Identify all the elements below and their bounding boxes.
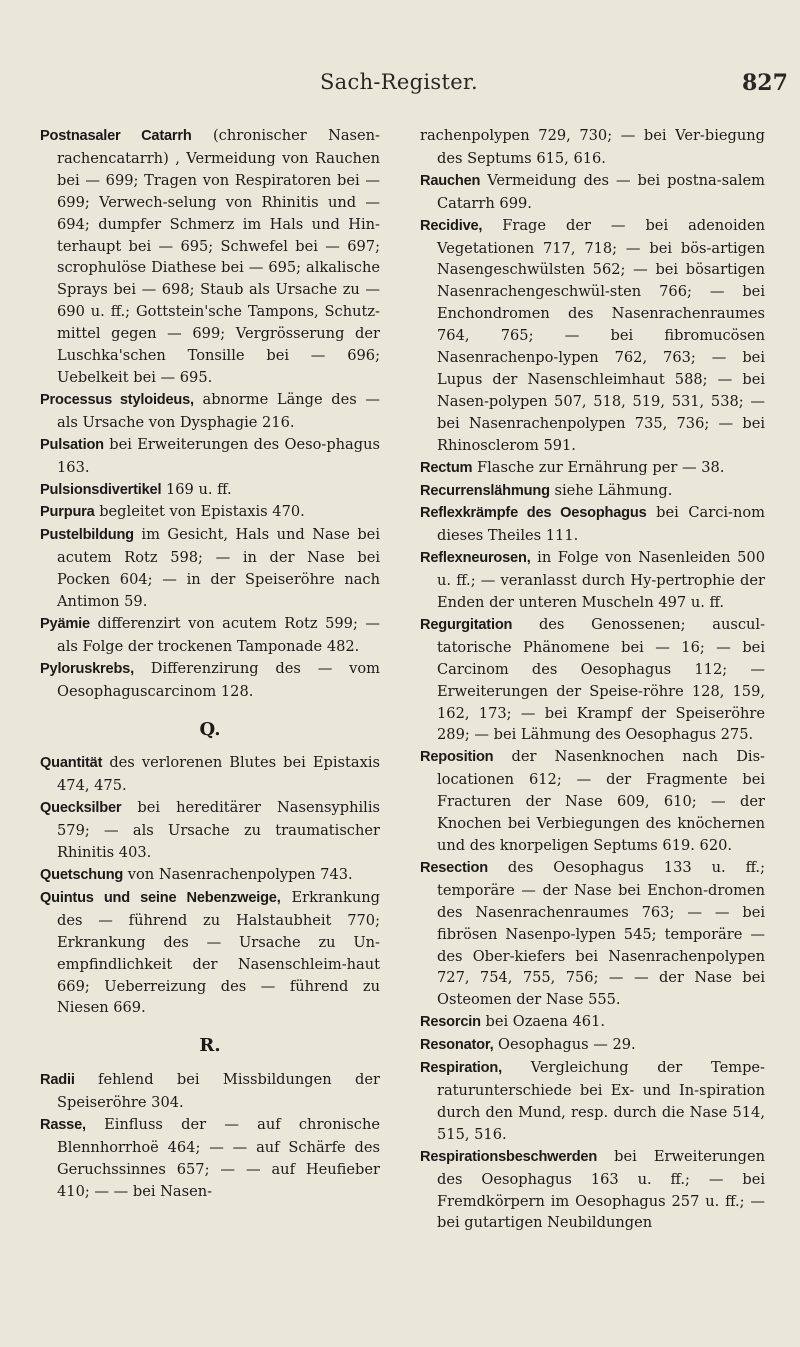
entry-text: von Nasenrachenpolypen 743.: [123, 866, 353, 883]
entry-text: Vergleichung der Tempe-raturunterschiede bei Ex- und In-spiration durch den Mund, resp. durch die Nase 514, 515, 516.: [437, 1059, 765, 1143]
entry-text: rachenpolypen 729, 730; — bei Ver-biegung des Septums 615, 616.: [420, 127, 765, 167]
entry-headword: Resection: [420, 859, 488, 876]
entry-headword: Quantität: [40, 755, 103, 772]
entry-text: Vermeidung des — bei postna-salem Catarrh 699.: [437, 171, 765, 212]
index-entry: [40, 752, 380, 797]
index-entry: [40, 434, 380, 479]
entry-text: Erkrankung des — führend zu Halstaubheit 770; Erkrankung des — Ursache zu Un-empfindlichkeit der Nasenschleim-haut 669; Ueberreizung des — führend zu Niesen 669.: [57, 888, 381, 1017]
entry-headword: Pyämie: [40, 615, 90, 632]
entry-text: abnorme Länge des — als Ursache von Dysphagie 216.: [57, 390, 380, 431]
index-entry: [420, 170, 765, 215]
entry-text: (chronischer Nasen-rachencatarrh) , Vermeidung von Rauchen bei — 699; Tragen von Respiratoren bei — 699; Verwech-selung von Rhinitis und — 694; dumpfer Schmerz im Hals und Hin-terhaupt bei — 695; Schwefel bei — 697; scrophulöse Diathese bei — 695; alkalische Sprays bei — 698; Staub als Ursache zu — 690 u. ff.; Gottstein'sche Tampons, Schutz-mittel gegen — 699; Vergrösserung der Luschka'schen Tonsille bei — 696; Uebelkeit bei — 695.: [57, 127, 380, 386]
entry-text: bei Erweiterungen des Oesophagus 163 u. ff.; — bei Fremdkörpern im Oesophagus 257 u. ff.; — bei gutartigen Neubildungen: [437, 1147, 765, 1232]
entry-headword: Rauchen: [420, 172, 481, 189]
index-entry: [40, 797, 380, 864]
entries-p: [40, 125, 380, 703]
entry-text: Oesophagus — 29.: [493, 1036, 636, 1054]
entry-headword: Quecksilber: [40, 800, 122, 817]
entry-headword: Reflexneurosen,: [420, 550, 531, 567]
entry-text: der Nasenknochen nach Dis-locationen 612; — der Fragmente bei Fracturen der Nase 609, 610; — der Knochen bei Verbiegungen des knöchernen und des knorpeligen Septums 619. 620.: [437, 748, 765, 854]
entry-text: des verlorenen Blutes bei Epistaxis 474, 475.: [57, 754, 380, 795]
entry-headword: Rasse,: [40, 1117, 86, 1134]
entry-text: bei Erweiterungen des Oeso-phagus 163.: [57, 435, 380, 476]
entry-headword: Pulsionsdivertikel: [40, 481, 162, 498]
index-entry: [420, 746, 765, 857]
index-entry: [420, 215, 765, 457]
entries-r: [40, 1069, 380, 1202]
entry-headword: Purpura: [40, 504, 95, 521]
index-entry: [420, 614, 765, 746]
entry-text: bei Carci-nom dieses Theiles 111.: [437, 504, 765, 545]
entry-text: Flasche zur Ernährung per — 38.: [472, 458, 725, 476]
entry-text: im Gesicht, Hals und Nase bei acutem Rotz 598; — in der Nase bei Pocken 604; — in der Speiseröhre nach Antimon 59.: [57, 526, 380, 611]
index-entry-continued: [420, 125, 765, 170]
entry-headword: Quetschung: [40, 867, 124, 883]
index-entry: [420, 502, 765, 547]
entry-headword: Reposition: [420, 749, 494, 766]
entry-text: differenzirt von acutem Rotz 599; — als Folge der trockenen Tamponade 482.: [57, 614, 380, 655]
running-head: Sach-Register.: [320, 70, 478, 94]
page-number: 827: [742, 70, 788, 96]
entry-headword: Respirationsbeschwerden: [420, 1148, 598, 1165]
index-entry: [420, 1034, 765, 1057]
entry-headword: Pustelbildung: [40, 527, 134, 544]
entry-text: des Genossenen; auscul-tatorische Phänomene bei — 16; — bei Carcinom des Oesophagus 112; — Erweiterungen der Speise-röhre 128, 159, 162, 173; — bei Krampf der Speiseröhre 289; — bei Lähmung des Oesophagus 275.: [437, 615, 765, 744]
index-entry: [420, 457, 765, 480]
entry-headword: Radii: [40, 1072, 75, 1089]
entry-text: begleitet von Epistaxis 470.: [94, 503, 305, 521]
index-entry: [40, 524, 380, 613]
entry-text: fehlend bei Missbildungen der Speiseröhre 304.: [57, 1071, 380, 1112]
entry-headword: Pulsation: [40, 436, 104, 453]
index-entry: [40, 864, 380, 887]
index-entry: [40, 1114, 380, 1203]
entry-headword: Postnasaler Catarrh: [40, 128, 192, 144]
index-entry: [40, 125, 380, 389]
entry-headword: Resonator,: [420, 1037, 494, 1054]
entries-q: [40, 752, 380, 1019]
index-entry: [40, 479, 380, 502]
entry-headword: Resorcin: [420, 1014, 481, 1031]
entry-text: 169 u. ff.: [161, 480, 232, 498]
entry-text: bei Ozaena 461.: [480, 1013, 606, 1031]
entry-headword: Respiration,: [420, 1060, 502, 1077]
entry-headword: Quintus und seine Nebenzweige,: [40, 889, 281, 906]
entry-headword: Recidive,: [420, 217, 483, 234]
entry-headword: Regurgitation: [420, 616, 513, 633]
entry-headword: Pyloruskrebs,: [40, 660, 134, 677]
index-entry: [40, 1069, 380, 1114]
index-entry: [420, 480, 765, 503]
index-entry: [420, 1146, 765, 1235]
entry-text: bei hereditärer Nasensyphilis 579; — als Ursache zu traumatischer Rhinitis 403.: [57, 799, 380, 862]
entry-text: Frage der — bei adenoiden Vegetationen 717, 718; — bei bös-artigen Nasengeschwülsten 562; — bei bösartigen Nasenrachengeschwül-sten 766; — bei Enchondromen des Nasenrachenraumes 764, 765; — bei fibromucösen Nasenrachenpo-lypen 762, 763; — bei Lupus der Nasenschleimhaut 588; — bei Nasen-polypen 507, 518, 519, 531, 538; — bei Nasenrachenpolypen 735, 736; — bei Rhinosclerom 591.: [437, 216, 765, 454]
section-letter-q: Q.: [199, 718, 221, 740]
index-entry: [420, 1011, 765, 1034]
right-column: [420, 125, 765, 1234]
index-entry: [40, 389, 380, 434]
index-entry: [420, 857, 765, 1011]
entry-headword: Processus styloideus,: [40, 391, 194, 408]
index-entry: [40, 658, 380, 703]
left-column: [40, 125, 380, 1203]
entry-text: in Folge von Nasenleiden 500 u. ff.; — veranlasst durch Hy-pertrophie der Enden der unteren Muscheln 497 u. ff.: [437, 549, 765, 612]
section-letter-r: R.: [199, 1035, 221, 1057]
entry-text: Differenzirung des — vom Oesophaguscarcinom 128.: [57, 659, 380, 700]
entry-headword: Rectum: [420, 459, 473, 476]
index-entry: [40, 613, 380, 658]
index-entry: [420, 1057, 765, 1146]
index-entry: [40, 501, 380, 524]
index-entry: [420, 547, 765, 614]
index-entry: [40, 887, 380, 1019]
entry-text: Einfluss der — auf chronische Blennhorrhoë 464; — — auf Schärfe des Geruchssinnes 657; — — auf Heufieber 410; — — bei Nasen-: [57, 1116, 380, 1200]
page-header: [0, 70, 800, 110]
entry-text: siehe Lähmung.: [549, 481, 673, 499]
entry-text: des Oesophagus 133 u. ff.; temporäre — der Nase bei Enchon-dromen des Nasenrachenraumes 763; — — bei fibrösen Nasenpo-lypen 545; temporäre — des Ober-kiefers bei Nasenrachenpolypen 727, 754, 755, 756; — — der Nase bei Osteomen der Nase 555.: [437, 858, 765, 1009]
entry-headword: Reflexkrämpfe des Oesophagus: [420, 505, 647, 522]
entry-headword: Recurrenslähmung: [420, 482, 550, 499]
